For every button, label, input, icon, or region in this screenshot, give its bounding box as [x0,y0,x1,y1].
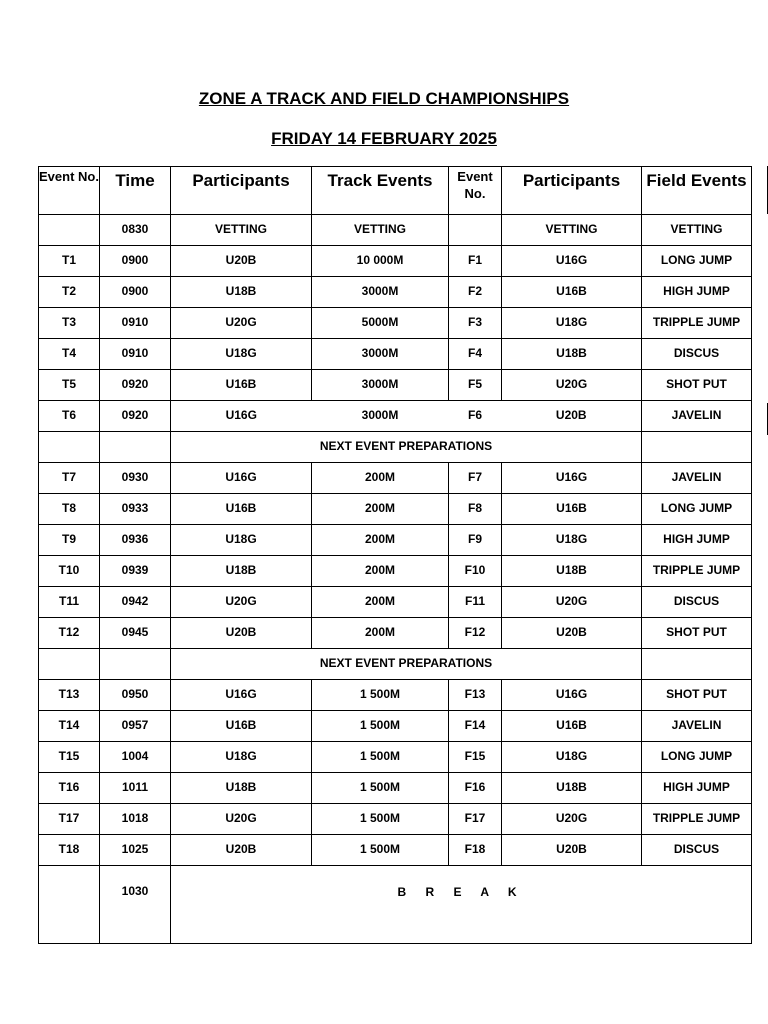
table-row [39,308,752,339]
header-event-no: Event No. [39,167,100,215]
event-time: 0957 [100,711,171,742]
track-event-no: T16 [39,773,100,804]
event-time: 1018 [100,804,171,835]
track-participants: U20B [171,618,312,649]
field-event: HIGH JUMP [642,525,752,556]
break-event-no [39,866,100,944]
field-participants: U18G [502,525,642,556]
event-time: 0950 [100,680,171,711]
track-event-no: T1 [39,246,100,277]
table-row [39,556,752,587]
field-event: TRIPPLE JUMP [642,308,752,339]
field-participants: U18B [502,556,642,587]
header-track-events: Track Events [312,167,449,215]
track-participants: U20G [171,587,312,618]
field-event: JAVELIN [642,401,752,432]
vetting-field: VETTING [642,215,752,246]
track-event: 10 000M [312,246,449,277]
prep-field [642,649,752,680]
break-row [39,866,752,944]
event-time: 0910 [100,308,171,339]
header-participants: Participants [171,167,312,215]
field-event: SHOT PUT [642,680,752,711]
track-event: 200M [312,494,449,525]
table-row [39,401,752,432]
field-event-no: F2 [449,277,502,308]
track-event: 200M [312,556,449,587]
prep-event-no [39,649,100,680]
table-row [39,742,752,773]
event-time: 0936 [100,525,171,556]
track-participants: U20B [171,835,312,866]
track-event: 1 500M [312,742,449,773]
field-event: TRIPPLE JUMP [642,804,752,835]
event-time: 0920 [100,401,171,432]
track-event-no: T10 [39,556,100,587]
event-time: 0900 [100,277,171,308]
vetting-participants-field: VETTING [502,215,642,246]
field-event-no: F10 [449,556,502,587]
event-time: 0920 [100,370,171,401]
track-participants: U20G [171,804,312,835]
field-event-no: F4 [449,339,502,370]
table-row [39,370,752,401]
track-event-no: T7 [39,463,100,494]
track-event: 200M [312,618,449,649]
field-event: LONG JUMP [642,494,752,525]
track-participants: U16G [171,401,312,432]
vetting-time: 0830 [100,215,171,246]
track-event: 200M [312,463,449,494]
track-event: 3000M [312,277,449,308]
track-participants: U18B [171,773,312,804]
field-event-no: F15 [449,742,502,773]
field-participants: U16G [502,463,642,494]
track-participants: U20B [171,246,312,277]
field-event-no: F8 [449,494,502,525]
event-time: 0945 [100,618,171,649]
table-row [39,587,752,618]
field-participants: U20B [502,401,642,432]
track-event-no: T3 [39,308,100,339]
table-row [39,680,752,711]
track-event: 1 500M [312,835,449,866]
field-event-no: F13 [449,680,502,711]
track-event-no: T9 [39,525,100,556]
header-row [39,167,752,215]
field-event-no: F1 [449,246,502,277]
field-event-no: F12 [449,618,502,649]
table-row [39,711,752,742]
break-label: B R E A K [171,866,752,944]
prep-field [642,432,752,463]
header-participants-field: Participants [502,167,642,215]
prep-row [39,432,752,463]
field-participants: U16B [502,277,642,308]
prep-event-no [39,432,100,463]
schedule-block-1 [39,246,752,401]
field-event: SHOT PUT [642,370,752,401]
field-event: TRIPPLE JUMP [642,556,752,587]
field-event: LONG JUMP [642,742,752,773]
table-row [39,618,752,649]
table-row [39,835,752,866]
field-event-no: F7 [449,463,502,494]
track-event: 1 500M [312,773,449,804]
prep-time [100,649,171,680]
schedule-block-3 [39,680,752,866]
field-event: HIGH JUMP [642,277,752,308]
track-participants: U16B [171,494,312,525]
table-row [39,773,752,804]
field-event-no: F16 [449,773,502,804]
track-event: 3000M [312,370,449,401]
event-time: 1004 [100,742,171,773]
table-row [39,339,752,370]
track-event: 1 500M [312,680,449,711]
track-event-no: T14 [39,711,100,742]
track-participants: U16B [171,370,312,401]
table-row [39,804,752,835]
schedule-table [38,166,752,944]
field-event-no: F11 [449,587,502,618]
field-event: DISCUS [642,587,752,618]
event-time: 0939 [100,556,171,587]
table-row [39,494,752,525]
header-time: Time [100,167,171,215]
track-event-no: T13 [39,680,100,711]
field-event-no: F3 [449,308,502,339]
track-event-no: T18 [39,835,100,866]
document-date: FRIDAY 14 FEBRUARY 2025 [271,129,497,148]
track-event-no: T4 [39,339,100,370]
event-time: 0930 [100,463,171,494]
field-event-no: F14 [449,711,502,742]
field-participants: U16G [502,680,642,711]
track-event-no: T5 [39,370,100,401]
field-participants: U20G [502,587,642,618]
track-participants: U18B [171,277,312,308]
track-event-no: T2 [39,277,100,308]
field-participants: U18G [502,308,642,339]
field-participants: U18B [502,773,642,804]
event-time: 0942 [100,587,171,618]
track-participants: U20G [171,308,312,339]
header-field-events: Field Events [642,167,752,215]
field-event-no: F5 [449,370,502,401]
field-participants: U18G [502,742,642,773]
table-row [39,246,752,277]
event-time: 1011 [100,773,171,804]
track-participants: U18G [171,339,312,370]
field-participants: U16B [502,494,642,525]
track-event-no: T6 [39,401,100,432]
prep-label: NEXT EVENT PREPARATIONS [171,649,642,680]
track-event-no: T15 [39,742,100,773]
break-time: 1030 [100,866,171,944]
track-event: 5000M [312,308,449,339]
table-row [39,525,752,556]
track-event: 3000M [312,339,449,370]
vetting-participants: VETTING [171,215,312,246]
field-event-no: F6 [449,401,502,432]
document-title: ZONE A TRACK AND FIELD CHAMPIONSHIPS [198,89,570,108]
event-time: 0933 [100,494,171,525]
track-participants: U18B [171,556,312,587]
field-event: LONG JUMP [642,246,752,277]
field-event: JAVELIN [642,463,752,494]
field-event-no: F18 [449,835,502,866]
field-participants: U20G [502,370,642,401]
track-participants: U18G [171,742,312,773]
schedule-block-2 [39,463,752,649]
field-participants: U16B [502,711,642,742]
track-event: 200M [312,525,449,556]
event-time: 1025 [100,835,171,866]
event-time: 0910 [100,339,171,370]
track-event-no: T17 [39,804,100,835]
track-participants: U16G [171,463,312,494]
vetting-track: VETTING [312,215,449,246]
field-participants: U18B [502,339,642,370]
track-event: 200M [312,587,449,618]
track-event-no: T8 [39,494,100,525]
track-event-no: T12 [39,618,100,649]
vetting-field-no [449,215,502,246]
field-event-no: F9 [449,525,502,556]
header-event-no-field: Event No. [449,167,502,215]
track-event-no: T11 [39,587,100,618]
track-event: 1 500M [312,804,449,835]
field-participants: U20B [502,835,642,866]
field-participants: U20G [502,804,642,835]
field-event: DISCUS [642,835,752,866]
track-participants: U18G [171,525,312,556]
field-event: HIGH JUMP [642,773,752,804]
track-participants: U16B [171,711,312,742]
event-time: 0900 [100,246,171,277]
vetting-event-no [39,215,100,246]
field-participants: U16G [502,246,642,277]
track-event: 3000M [312,401,449,432]
table-row [39,463,752,494]
field-event: JAVELIN [642,711,752,742]
track-event: 1 500M [312,711,449,742]
table-row [39,277,752,308]
prep-label: NEXT EVENT PREPARATIONS [171,432,642,463]
track-participants: U16G [171,680,312,711]
field-participants: U20B [502,618,642,649]
field-event: DISCUS [642,339,752,370]
field-event: SHOT PUT [642,618,752,649]
prep-row [39,649,752,680]
field-event-no: F17 [449,804,502,835]
vetting-row [39,215,752,246]
prep-time [100,432,171,463]
